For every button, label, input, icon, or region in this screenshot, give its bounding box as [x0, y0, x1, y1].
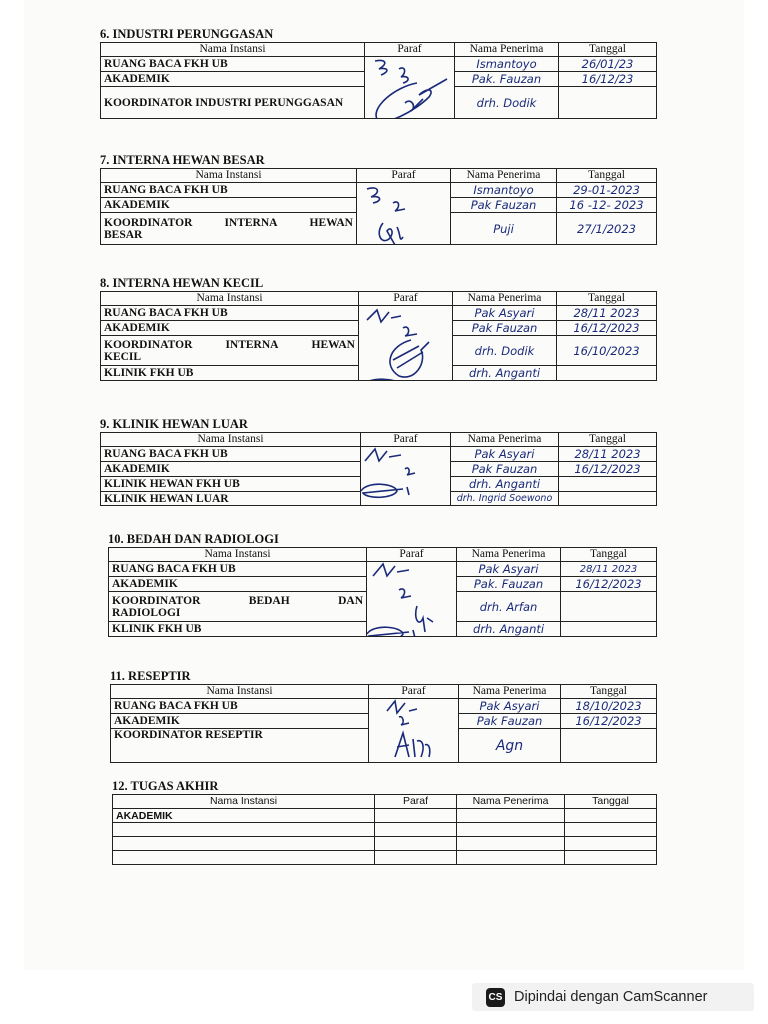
camscanner-watermark [472, 983, 754, 1011]
table-row [101, 447, 657, 462]
table-header [101, 43, 657, 57]
paraf-cell [365, 57, 455, 119]
instansi-cell: AKADEMIK [111, 714, 369, 729]
header-nama-penerima: Nama Penerima [457, 795, 565, 809]
header-paraf: Paraf [365, 43, 455, 57]
section-interna-hewan-kecil [100, 275, 656, 381]
instansi-cell: RUANG BACA FKH UB [101, 306, 359, 321]
tanggal-cell: 16/12/23 [559, 72, 657, 87]
header-nama-instansi: Nama Instansi [101, 43, 365, 57]
section-interna-hewan-besar [100, 152, 656, 245]
instansi-word: DAN [338, 594, 363, 607]
header-paraf: Paraf [367, 548, 457, 562]
tanggal-cell: 28/11 2023 [557, 306, 657, 321]
table-header [111, 685, 657, 699]
header-nama-instansi: Nama Instansi [101, 169, 357, 183]
signature-table [110, 684, 657, 763]
instansi-cell [109, 592, 367, 622]
signature-table [100, 42, 657, 119]
tanggal-cell [559, 492, 657, 506]
instansi-cell: RUANG BACA FKH UB [109, 562, 367, 577]
tanggal-cell [559, 477, 657, 492]
header-nama-penerima: Nama Penerima [451, 433, 559, 447]
tanggal-cell [557, 366, 657, 381]
penerima-cell: Ismantoyo [451, 183, 557, 198]
paraf-cell [359, 306, 453, 381]
instansi-word: KOORDINATOR [104, 338, 193, 351]
section-tugas-akhir [112, 778, 656, 865]
header-tanggal: Tanggal [561, 685, 657, 699]
tanggal-cell: 16/12/2023 [557, 321, 657, 336]
paraf-cell [375, 823, 457, 837]
table-header [109, 548, 657, 562]
instansi-cell: AKADEMIK [101, 462, 361, 477]
tanggal-cell: 16/12/2023 [561, 577, 657, 592]
paraf-cell [375, 837, 457, 851]
penerima-cell: Pak Fauzan [453, 321, 557, 336]
table-header [101, 433, 657, 447]
penerima-cell: drh. Arfan [457, 592, 561, 622]
tanggal-cell [561, 592, 657, 622]
penerima-cell: Pak Fauzan [459, 714, 561, 729]
instansi-cell: AKADEMIK [113, 809, 375, 823]
table-row [101, 306, 657, 321]
instansi-cell [113, 851, 375, 865]
signature-table [112, 794, 657, 865]
header-tanggal: Tanggal [557, 292, 657, 306]
penerima-cell [457, 837, 565, 851]
header-nama-penerima: Nama Penerima [457, 548, 561, 562]
tanggal-cell [565, 837, 657, 851]
table-row [113, 851, 657, 865]
penerima-cell: Pak Asyari [453, 306, 557, 321]
header-tanggal: Tanggal [565, 795, 657, 809]
penerima-cell: Ismantoyo [455, 57, 559, 72]
instansi-word: BESAR [104, 228, 143, 241]
tanggal-cell [565, 823, 657, 837]
penerima-cell: Agn [459, 729, 561, 763]
table-row [101, 183, 657, 198]
instansi-cell: RUANG BACA FKH UB [101, 183, 357, 198]
tanggal-cell: 16/10/2023 [557, 336, 657, 366]
header-nama-penerima: Nama Penerima [451, 169, 557, 183]
section-reseptir [110, 668, 656, 763]
signature-icon [365, 57, 455, 119]
instansi-cell: KOORDINATOR INDUSTRI PERUNGGASAN [101, 87, 365, 119]
signature-table [100, 168, 657, 245]
instansi-word: KECIL [104, 350, 142, 363]
penerima-cell: drh. Dodik [455, 87, 559, 119]
instansi-cell [101, 213, 357, 245]
penerima-cell: Pak Asyari [459, 699, 561, 714]
instansi-cell: KOORDINATOR RESEPTIR [111, 729, 369, 763]
penerima-cell: Puji [451, 213, 557, 245]
instansi-cell: RUANG BACA FKH UB [101, 447, 361, 462]
table-header [113, 795, 657, 809]
header-paraf: Paraf [369, 685, 459, 699]
header-tanggal: Tanggal [559, 43, 657, 57]
section-klinik-hewan-luar [100, 416, 656, 506]
instansi-cell: KLINIK HEWAN LUAR [101, 492, 361, 506]
penerima-cell [457, 851, 565, 865]
tanggal-cell: 16/12/2023 [561, 714, 657, 729]
section-title: 10. BEDAH DAN RADIOLOGI [108, 532, 279, 546]
penerima-cell: drh. Anganti [457, 622, 561, 637]
header-tanggal: Tanggal [557, 169, 657, 183]
header-nama-instansi: Nama Instansi [113, 795, 375, 809]
header-paraf: Paraf [375, 795, 457, 809]
instansi-cell: AKADEMIK [109, 577, 367, 592]
instansi-cell: KLINIK FKH UB [109, 622, 367, 637]
tanggal-cell: 27/1/2023 [557, 213, 657, 245]
header-nama-penerima: Nama Penerima [453, 292, 557, 306]
tanggal-cell: 18/10/2023 [561, 699, 657, 714]
instansi-word: KOORDINATOR [104, 216, 193, 229]
section-title: 7. INTERNA HEWAN BESAR [100, 153, 265, 167]
tanggal-cell [565, 809, 657, 823]
header-paraf: Paraf [359, 292, 453, 306]
penerima-cell: Pak. Fauzan [455, 72, 559, 87]
section-industri-perunggasan [100, 26, 656, 119]
penerima-cell: Pak Fauzan [451, 462, 559, 477]
instansi-cell: AKADEMIK [101, 198, 357, 213]
header-nama-instansi: Nama Instansi [109, 548, 367, 562]
tanggal-cell: 28/11 2023 [559, 447, 657, 462]
signature-icon [359, 306, 453, 381]
table-header [101, 169, 657, 183]
penerima-cell [457, 823, 565, 837]
camscanner-logo-icon: CS [486, 988, 505, 1007]
tanggal-cell: 26/01/23 [559, 57, 657, 72]
tanggal-cell [559, 87, 657, 119]
section-title: 9. KLINIK HEWAN LUAR [100, 417, 248, 431]
instansi-cell [101, 336, 359, 366]
instansi-word: RADIOLOGI [112, 606, 181, 619]
tanggal-cell: 16 -12- 2023 [557, 198, 657, 213]
header-tanggal: Tanggal [559, 433, 657, 447]
penerima-cell: drh. Anganti [451, 477, 559, 492]
tanggal-cell: 28/11 2023 [561, 562, 657, 577]
instansi-cell [113, 823, 375, 837]
penerima-cell: Pak Fauzan [451, 198, 557, 213]
tanggal-cell [565, 851, 657, 865]
table-header [101, 292, 657, 306]
penerima-cell: drh. Dodik [453, 336, 557, 366]
penerima-cell: drh. Anganti [453, 366, 557, 381]
paraf-cell [375, 851, 457, 865]
penerima-cell: Pak. Fauzan [457, 577, 561, 592]
watermark-text: Dipindai dengan CamScanner [514, 989, 708, 1005]
section-title: 8. INTERNA HEWAN KECIL [100, 276, 264, 290]
paraf-cell [367, 562, 457, 637]
header-nama-penerima: Nama Penerima [455, 43, 559, 57]
header-nama-penerima: Nama Penerima [459, 685, 561, 699]
instansi-word: KOORDINATOR [112, 594, 201, 607]
header-tanggal: Tanggal [561, 548, 657, 562]
table-row [109, 562, 657, 577]
section-title: 6. INDUSTRI PERUNGGASAN [100, 27, 274, 41]
paraf-cell [361, 447, 451, 506]
instansi-word: HEWAN [309, 216, 353, 229]
signature-table [100, 291, 657, 381]
instansi-word: INTERNA [225, 338, 279, 351]
header-nama-instansi: Nama Instansi [101, 292, 359, 306]
signature-icon [369, 699, 459, 763]
penerima-cell: Pak Asyari [451, 447, 559, 462]
penerima-cell [457, 809, 565, 823]
table-row [101, 57, 657, 72]
instansi-cell: KLINIK HEWAN FKH UB [101, 477, 361, 492]
table-row [113, 837, 657, 851]
instansi-word: INTERNA [224, 216, 278, 229]
tanggal-cell: 29-01-2023 [557, 183, 657, 198]
signature-icon [357, 183, 451, 245]
penerima-cell: Pak Asyari [457, 562, 561, 577]
signature-table [100, 432, 657, 506]
signature-table [108, 547, 657, 637]
tanggal-cell [561, 622, 657, 637]
table-row [111, 699, 657, 714]
section-bedah-dan-radiologi [108, 531, 656, 637]
header-paraf: Paraf [361, 433, 451, 447]
tanggal-cell: 16/12/2023 [559, 462, 657, 477]
paraf-cell [369, 699, 459, 763]
instansi-cell: RUANG BACA FKH UB [111, 699, 369, 714]
instansi-word: HEWAN [311, 338, 355, 351]
header-nama-instansi: Nama Instansi [111, 685, 369, 699]
section-title: 12. TUGAS AKHIR [112, 779, 219, 793]
paraf-cell [375, 809, 457, 823]
penerima-cell: drh. Ingrid Soewono [451, 492, 559, 506]
signature-icon [367, 562, 457, 637]
header-paraf: Paraf [357, 169, 451, 183]
section-title: 11. RESEPTIR [110, 669, 191, 683]
instansi-cell: AKADEMIK [101, 72, 365, 87]
table-row [113, 809, 657, 823]
instansi-cell: RUANG BACA FKH UB [101, 57, 365, 72]
paraf-cell [357, 183, 451, 245]
instansi-cell: KLINIK FKH UB [101, 366, 359, 381]
instansi-cell [113, 837, 375, 851]
table-row [113, 823, 657, 837]
instansi-cell: AKADEMIK [101, 321, 359, 336]
instansi-word: BEDAH [248, 594, 290, 607]
tanggal-cell [561, 729, 657, 763]
signature-icon [361, 447, 451, 506]
header-nama-instansi: Nama Instansi [101, 433, 361, 447]
